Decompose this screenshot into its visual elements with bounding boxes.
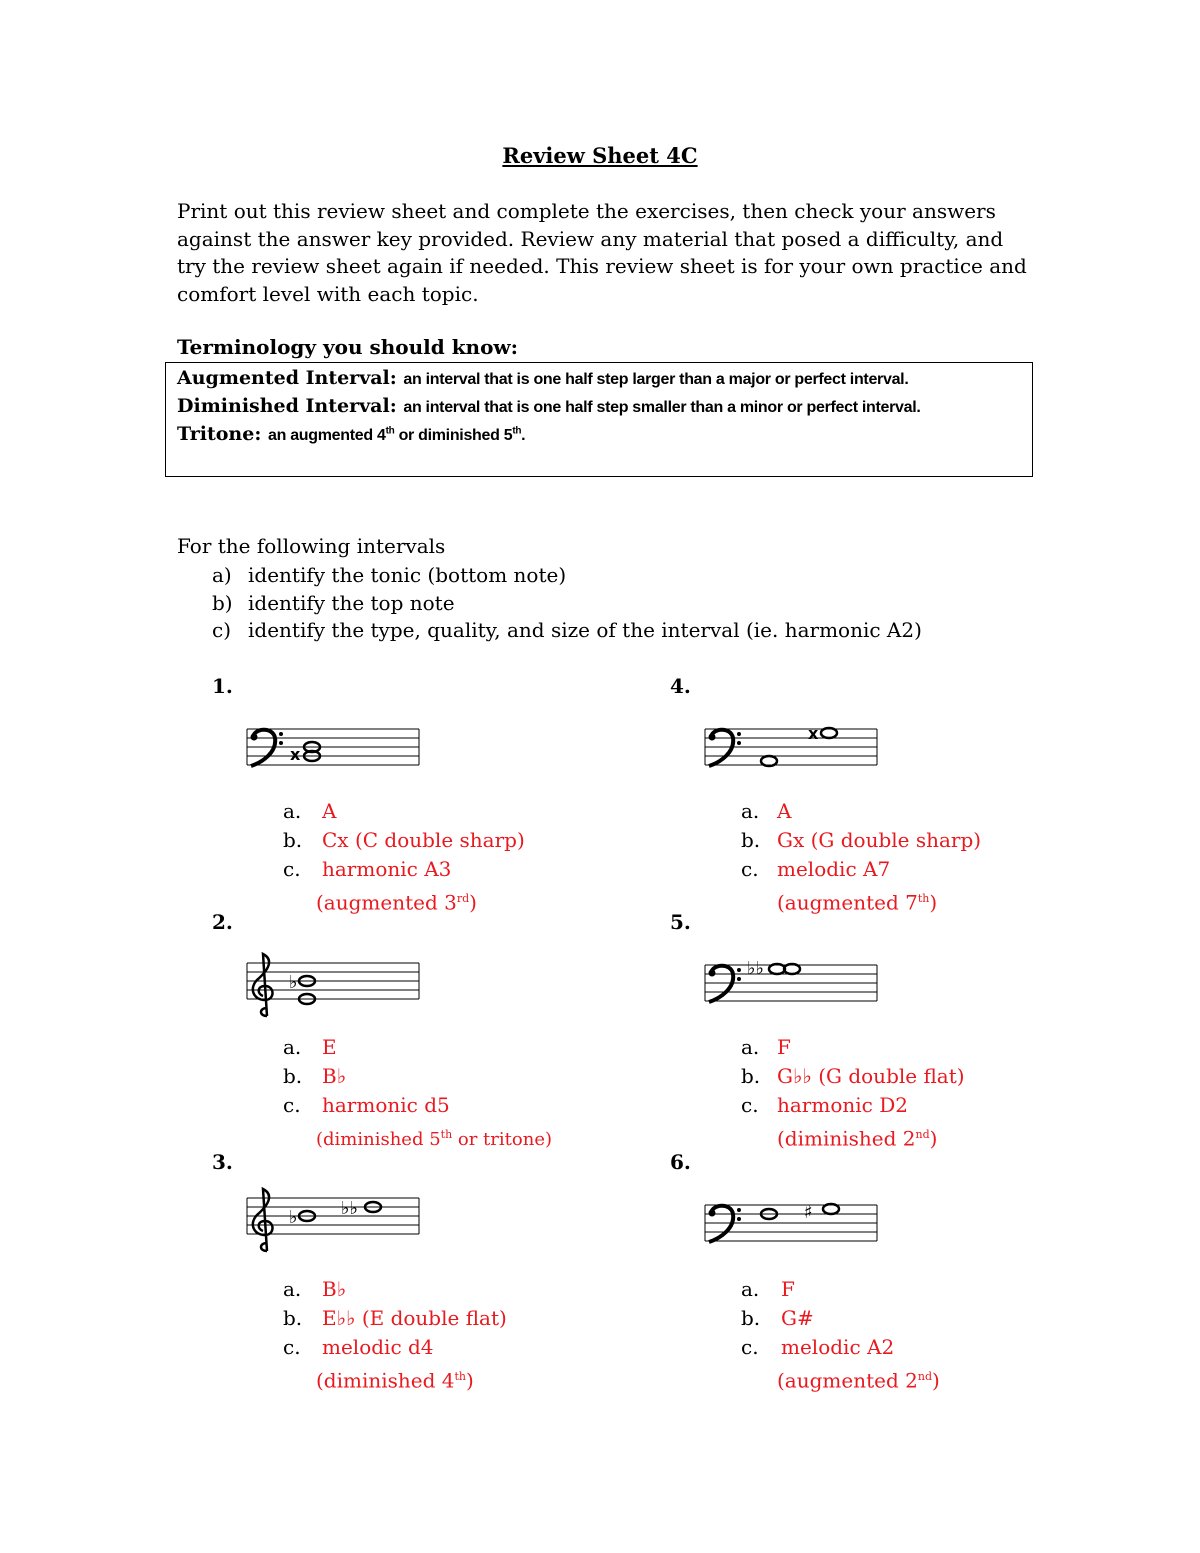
double-flat-icon: ♭♭: [747, 958, 764, 979]
term-definition: an interval that is one half step larger than a major or perfect interval.: [403, 371, 909, 388]
staff-4: [703, 722, 883, 772]
answer-b: E♭♭ (E double flat): [322, 1306, 507, 1330]
answer-c: melodic d4: [322, 1335, 434, 1359]
answer-b: Gx (G double sharp): [777, 828, 982, 852]
question-number-3: 3.: [212, 1150, 233, 1174]
terminology-box: [165, 362, 1033, 477]
answer-note: (augmented 3rd): [316, 890, 477, 915]
staff-1: [245, 722, 425, 772]
term-label: Augmented Interval:: [177, 367, 397, 389]
sharp-icon: ♯: [804, 1202, 813, 1223]
question-number-4: 4.: [670, 674, 691, 698]
answer-note: (augmented 7th): [777, 890, 938, 915]
instructions-prompt: For the following intervals: [177, 534, 446, 558]
term-label: Tritone:: [177, 423, 262, 445]
staff-3: [245, 1185, 425, 1260]
answer-note: (diminished 5th or tritone): [316, 1128, 552, 1150]
term-augmented: [177, 367, 908, 389]
answer-a: A: [777, 799, 792, 823]
answer-note: (diminished 4th): [316, 1368, 474, 1393]
answer-c: harmonic d5: [322, 1093, 450, 1117]
step-item: a) identify the tonic (bottom note): [212, 563, 567, 587]
bass-clef-icon: [251, 730, 284, 766]
answer-c: melodic A2: [781, 1335, 895, 1359]
double-sharp-icon: x: [290, 745, 301, 764]
term-definition: an interval that is one half step smaller than a minor or perfect interval.: [403, 399, 921, 416]
terminology-heading: Terminology you should know:: [177, 335, 519, 359]
answer-a: A: [322, 799, 337, 823]
question-number-6: 6.: [670, 1150, 691, 1174]
answer-a: E: [322, 1035, 337, 1059]
term-label: Diminished Interval:: [177, 395, 397, 417]
answer-a: B♭: [322, 1277, 347, 1301]
answer-c: harmonic D2: [777, 1093, 908, 1117]
answer-c: harmonic A3: [322, 857, 452, 881]
answer-b: Cx (C double sharp): [322, 828, 525, 852]
answer-b: G#: [781, 1306, 814, 1330]
term-definition: an augmented 4th or diminished 5th.: [267, 425, 526, 444]
staff-2: [245, 950, 425, 1025]
flat-icon: ♭: [289, 1207, 298, 1228]
question-number-1: 1.: [212, 674, 233, 698]
term-diminished: [177, 395, 921, 417]
staff-5: [703, 958, 883, 1008]
answer-a: F: [781, 1277, 795, 1301]
answer-b: B♭: [322, 1064, 347, 1088]
answer-b: G♭♭ (G double flat): [777, 1064, 965, 1088]
page-title: Review Sheet 4C: [502, 143, 698, 168]
bass-clef-icon: [709, 730, 742, 766]
instructions-steps: [212, 562, 922, 645]
term-tritone: [177, 423, 525, 445]
answer-a: F: [777, 1035, 791, 1059]
question-number-2: 2.: [212, 910, 233, 934]
bass-clef-icon: [709, 966, 742, 1002]
double-flat-icon: ♭♭: [341, 1198, 358, 1219]
step-item: c) identify the type, quality, and size of the interval (ie. harmonic A2): [212, 618, 922, 642]
answer-note: (diminished 2nd): [777, 1126, 938, 1151]
answer-note: (augmented 2nd): [777, 1368, 940, 1393]
flat-icon: ♭: [289, 972, 298, 993]
intro-paragraph: Print out this review sheet and complete the exercises, then check your answers against the answer key provided. Review any material that posed a difficulty, and try the review sheet again if needed. This review sheet is for your own practice and comfort level with each topic.: [177, 199, 1027, 306]
step-item: b) identify the top note: [212, 590, 455, 615]
staff-6: [703, 1198, 883, 1248]
question-number-5: 5.: [670, 910, 691, 934]
answer-c: melodic A7: [777, 857, 891, 881]
double-sharp-icon: x: [808, 724, 819, 743]
bass-clef-icon: [709, 1206, 742, 1242]
